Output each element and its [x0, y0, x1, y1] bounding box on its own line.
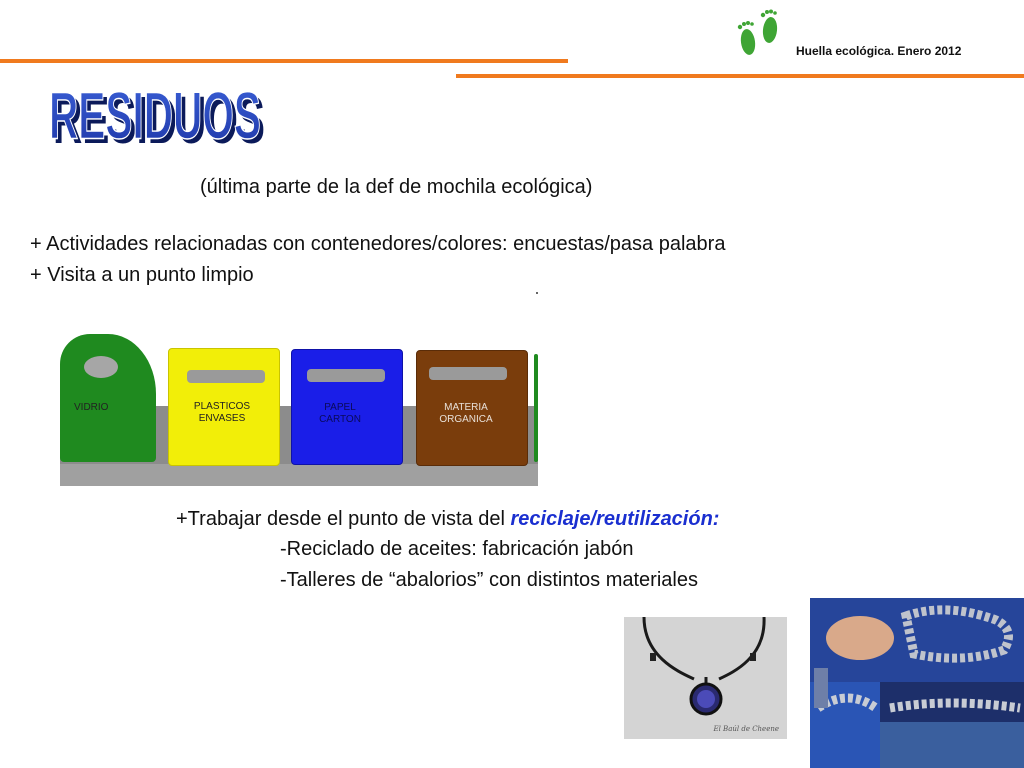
bullet-activities: + Actividades relacionadas con contenedores/colores: encuestas/pasa palabra [30, 233, 726, 255]
header-title: Huella ecológica. Enero 2012 [796, 44, 962, 58]
header-line-left [0, 59, 568, 63]
paper-bin-label: PAPEL CARTON [319, 402, 361, 425]
bins-floor [60, 464, 538, 486]
glass-bin-label: VIDRIO [74, 402, 109, 413]
organic-bin-slot [429, 367, 507, 380]
bullet-visit: + Visita a un punto limpio [30, 264, 254, 286]
extra-bin-edge [534, 354, 538, 462]
pendant-necklace-photo [624, 617, 787, 739]
organic-bin-label: MATERIA ORGANICA [439, 402, 493, 425]
work-line [176, 508, 719, 531]
wordart-text: RESIDUOS [49, 78, 261, 154]
work-item-oil: -Reciclado de aceites: fabricación jabón [280, 538, 634, 560]
wordart-shadow: RESIDUOS [52, 83, 265, 158]
work-item-beads: -Talleres de “abalorios” con distintos materiales [280, 569, 698, 591]
glass-bin-hole [84, 356, 118, 378]
plastics-bin [168, 348, 280, 466]
organic-bin [416, 350, 528, 466]
plastics-bin-slot [187, 370, 265, 383]
work-prefix: +Trabajar desde el punto de vista del [176, 508, 511, 530]
paper-bin-slot [307, 369, 385, 382]
header-line-right [456, 74, 1024, 78]
residuos-wordart-title [40, 72, 270, 162]
work-keyword: reciclaje/reutilización: [510, 508, 720, 530]
subtitle: (última parte de la def de mochila ecológica) [200, 176, 593, 198]
green-footprints-icon [732, 8, 788, 66]
recycling-bins-image [60, 330, 538, 486]
paper-bin [291, 349, 403, 465]
glass-bin [60, 334, 156, 462]
plastics-bin-label: PLASTICOS ENVASES [193, 401, 251, 424]
stray-dot [536, 292, 538, 294]
necklace-photo-caption: El Baúl de Cheene [713, 725, 779, 733]
chainmail-bracelets-photo [810, 598, 1024, 768]
